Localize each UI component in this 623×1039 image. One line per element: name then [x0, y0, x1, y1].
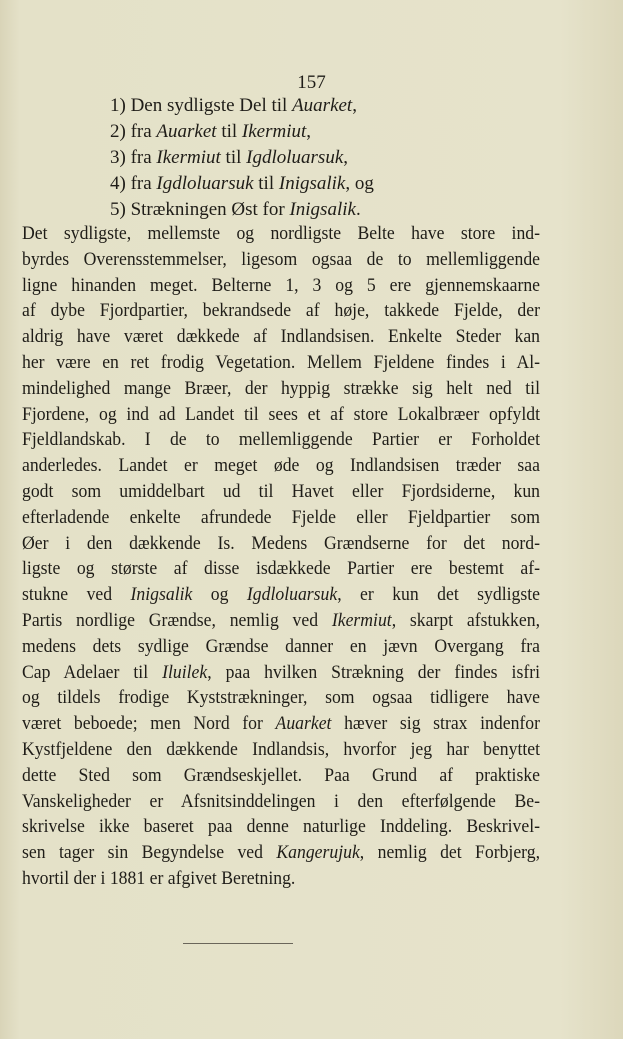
- list-item: [110, 197, 374, 223]
- numbered-list: [110, 93, 374, 223]
- text-line: [22, 453, 540, 479]
- text-run: godt som umiddelbart ud til Havet eller Fjordsiderne, kun: [22, 480, 541, 502]
- text-line: [22, 402, 540, 428]
- text-run: , nemlig det Forbjerg,: [359, 842, 540, 864]
- italic-place-name: Igdloluarsuk: [246, 584, 338, 606]
- text-run: 4) fra: [110, 173, 157, 194]
- text-line: [22, 866, 540, 892]
- text-line: [22, 737, 540, 763]
- text-run: Cap Adelaer til: [22, 661, 163, 683]
- text-line: [22, 711, 540, 737]
- text-line: [22, 556, 540, 582]
- list-item: [110, 93, 374, 119]
- text-line: [22, 531, 540, 557]
- text-run: til: [216, 121, 242, 142]
- text-run: til: [253, 173, 279, 194]
- italic-place-name: Ikermiut: [156, 147, 221, 168]
- italic-place-name: Auarket: [275, 713, 332, 735]
- text-line: [22, 505, 540, 531]
- text-run: ligne hinanden meget. Belterne 1, 3 og 5 ere gjennemskaarne: [22, 274, 541, 296]
- text-run: anderledes. Landet er meget øde og Indlandsisen træder saa: [22, 455, 541, 477]
- list-item: [110, 119, 374, 145]
- text-run: dette Sted som Grændseskjellet. Paa Grund af praktiske: [22, 764, 541, 786]
- italic-place-name: Ikermiut: [241, 121, 307, 142]
- text-line: [22, 582, 540, 608]
- text-run: aldrig have været dækkede af Indlandsisen. Enkelte Steder kan: [22, 326, 541, 348]
- italic-place-name: Inigsalik: [130, 584, 193, 606]
- text-line: [22, 608, 540, 634]
- text-run: 1) Den sydligste Del til: [110, 95, 293, 116]
- text-run: skrivelse ikke baseret paa denne naturlige Inddeling. Beskrivel-: [22, 816, 541, 838]
- text-line: [22, 814, 540, 840]
- text-run: 3) fra: [110, 147, 157, 168]
- italic-place-name: Inigsalik: [278, 173, 346, 194]
- text-run: , skarpt afstukken,: [391, 609, 540, 631]
- text-run: .: [355, 199, 361, 220]
- text-line: [22, 763, 540, 789]
- text-run: medens dets sydlige Grændse danner en jævn Overgang fra: [22, 635, 541, 657]
- text-run: til: [220, 147, 247, 168]
- italic-place-name: Igdloluarsuk: [156, 173, 254, 194]
- italic-place-name: Igdloluarsuk: [246, 147, 344, 168]
- text-run: og: [192, 584, 247, 606]
- text-run: Partis nordlige Grændse, nemlig ved: [22, 609, 332, 631]
- list-item: [110, 145, 374, 171]
- text-run: og tildels frodige Kyststrækninger, som ogsaa tidligere have: [22, 687, 541, 709]
- text-line: [22, 685, 540, 711]
- text-line: [22, 324, 540, 350]
- text-line: [22, 247, 540, 273]
- text-line: [22, 840, 540, 866]
- text-run: sen tager sin Begyndelse ved: [22, 842, 277, 864]
- italic-place-name: Auarket: [156, 121, 217, 142]
- text-line: [22, 634, 540, 660]
- text-run: Kystfjeldene den dækkende Indlandsis, hvorfor jeg har benyttet: [22, 738, 541, 760]
- text-line: [22, 427, 540, 453]
- page-number: 157: [297, 72, 326, 93]
- text-run: , er kun det sydligste: [337, 584, 541, 606]
- text-line: [22, 376, 540, 402]
- text-run: Fjordene, og ind ad Landet til sees et af store Lokalbræer opfyldt: [22, 403, 541, 425]
- text-run: , paa hvilken Strækning der findes isfri: [207, 661, 541, 683]
- text-line: [22, 273, 540, 299]
- text-run: 2) fra: [110, 121, 157, 142]
- body-paragraph: [22, 221, 540, 892]
- text-run: efterladende enkelte afrundede Fjelde eller Fjeldpartier som: [22, 506, 541, 528]
- section-divider: [183, 943, 293, 944]
- text-line: [22, 660, 540, 686]
- text-run: Øer i den dækkende Is. Medens Grændserne for det nord-: [22, 532, 541, 554]
- text-run: ,: [306, 121, 312, 142]
- italic-place-name: Iluilek: [162, 661, 208, 683]
- text-run: været beboede; men Nord for: [22, 713, 276, 735]
- list-item: [110, 171, 374, 197]
- text-line: [22, 221, 540, 247]
- text-run: mindelighed mange Bræer, der hyppig strække sig helt ned til: [22, 377, 541, 399]
- text-run: her være en ret frodig Vegetation. Mellem Fjeldene findes i Al-: [22, 351, 541, 373]
- text-run: ,: [352, 95, 357, 116]
- text-run: Fjeldlandskab. I de to mellemliggende Partier er Forholdet: [22, 429, 541, 451]
- text-run: hvortil der i 1881 er afgivet Beretning.: [22, 867, 296, 889]
- italic-place-name: Inigsalik: [289, 199, 356, 220]
- italic-place-name: Kangerujuk: [276, 842, 360, 864]
- text-run: Det sydligste, mellemste og nordligste Belte have store ind-: [22, 223, 541, 244]
- text-run: ligste og største af disse isdækkede Partier ere bestemt af-: [22, 558, 541, 580]
- text-run: stukne ved: [22, 584, 131, 606]
- text-run: Vanskeligheder er Afsnitsinddelingen i den efterfølgende Be-: [22, 790, 541, 812]
- text-run: , og: [345, 173, 374, 194]
- text-run: 5) Strækningen Øst for: [110, 199, 290, 220]
- italic-place-name: Auarket: [292, 95, 353, 116]
- text-line: [22, 298, 540, 324]
- text-run: ,: [343, 147, 348, 168]
- text-line: [22, 479, 540, 505]
- italic-place-name: Ikermiut: [331, 609, 392, 631]
- text-run: hæver sig strax indenfor: [331, 713, 541, 735]
- text-line: [22, 789, 540, 815]
- text-run: byrdes Overensstemmelser, ligesom ogsaa de to mellemliggende: [22, 248, 541, 270]
- text-run: af dybe Fjordpartier, bekrandsede af høje, takkede Fjelde, der: [22, 300, 541, 322]
- text-line: [22, 350, 540, 376]
